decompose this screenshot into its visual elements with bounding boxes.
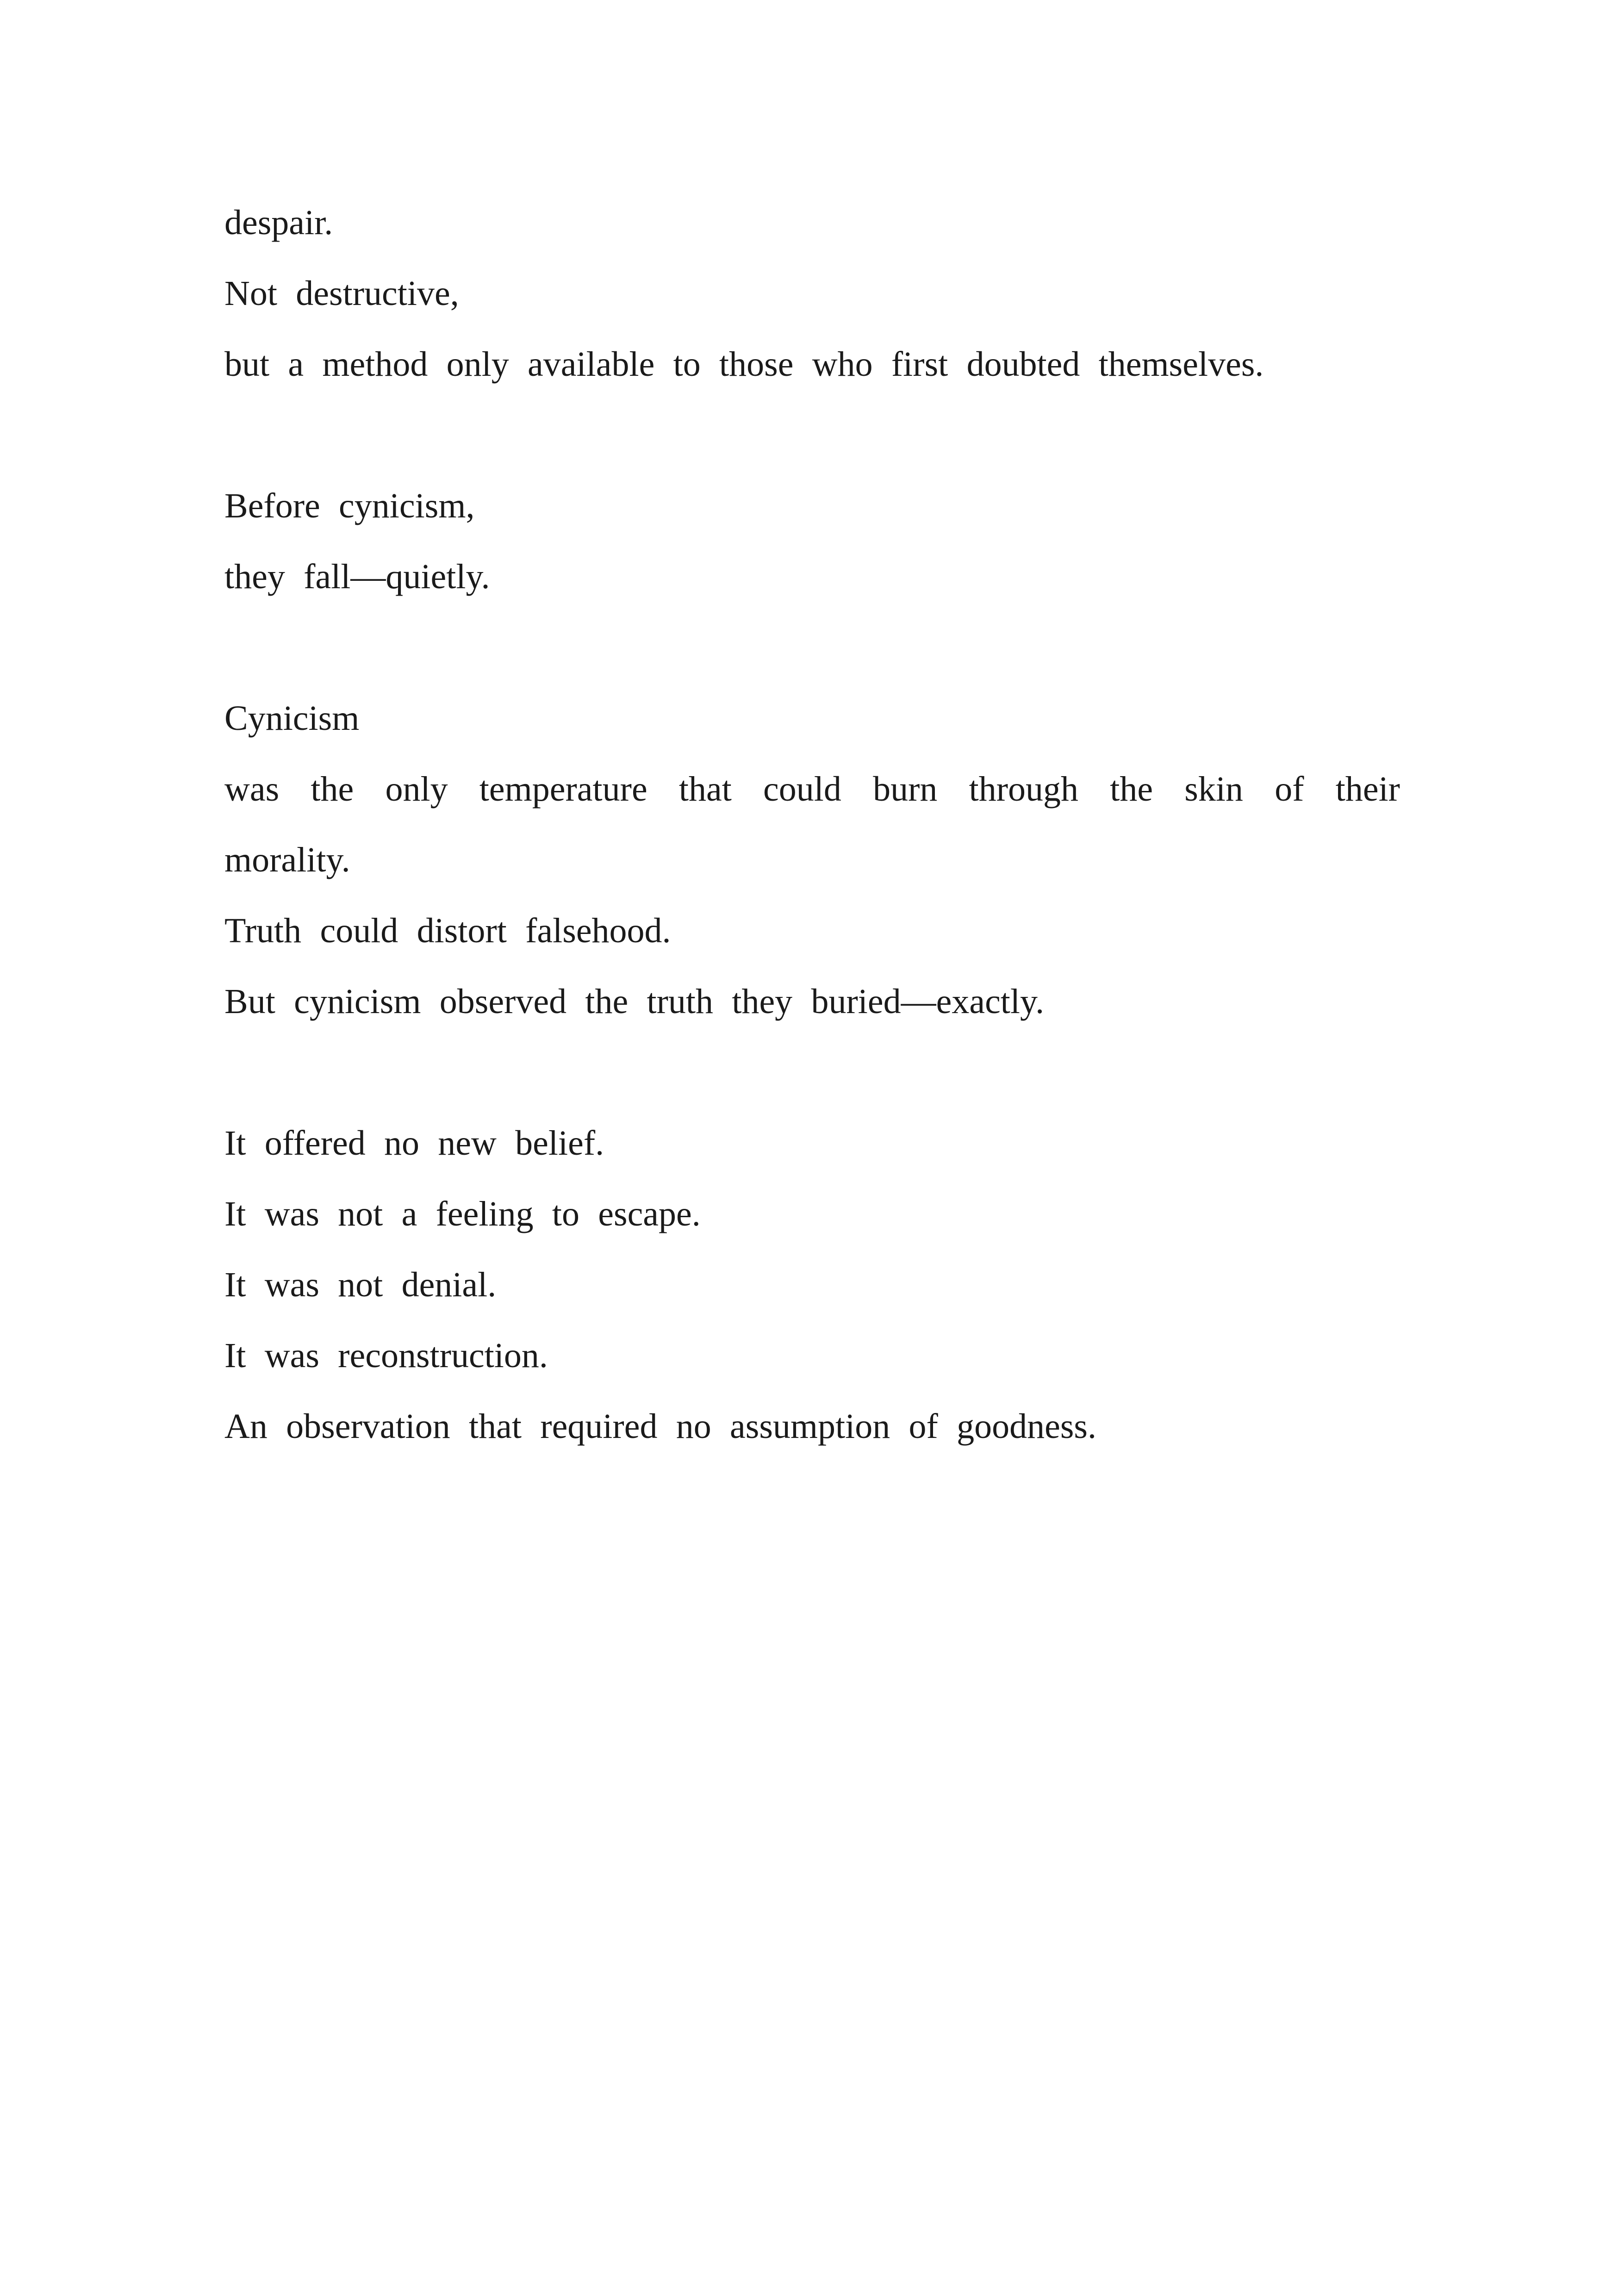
text-line: Before cynicism, <box>224 486 475 525</box>
text-line: morality. <box>224 840 350 879</box>
text-line: It was not a feeling to escape. <box>224 1195 701 1233</box>
text-line: It was not denial. <box>224 1265 497 1304</box>
text-line-justified: was the only temperature that could burn through the skin of their <box>224 770 1400 809</box>
text-line: But cynicism observed the truth they buried—exactly. <box>224 982 1045 1021</box>
paragraph-gap <box>224 612 1400 683</box>
text-line: It was reconstruction. <box>224 1336 548 1375</box>
body-text <box>224 187 1400 1462</box>
text-line: Cynicism <box>224 699 360 738</box>
paragraph-gap <box>224 1037 1400 1108</box>
text-line: An observation that required no assumption of goodness. <box>224 1407 1097 1446</box>
text-line: but a method only available to those who first doubted themselves. <box>224 345 1264 384</box>
text-line: Not destructive, <box>224 274 459 313</box>
text-line: It offered no new belief. <box>224 1124 604 1163</box>
text-line: they fall—quietly. <box>224 557 490 596</box>
paragraph-gap <box>224 400 1400 471</box>
text-line: Truth could distort falsehood. <box>224 911 671 950</box>
text-line: despair. <box>224 203 333 242</box>
